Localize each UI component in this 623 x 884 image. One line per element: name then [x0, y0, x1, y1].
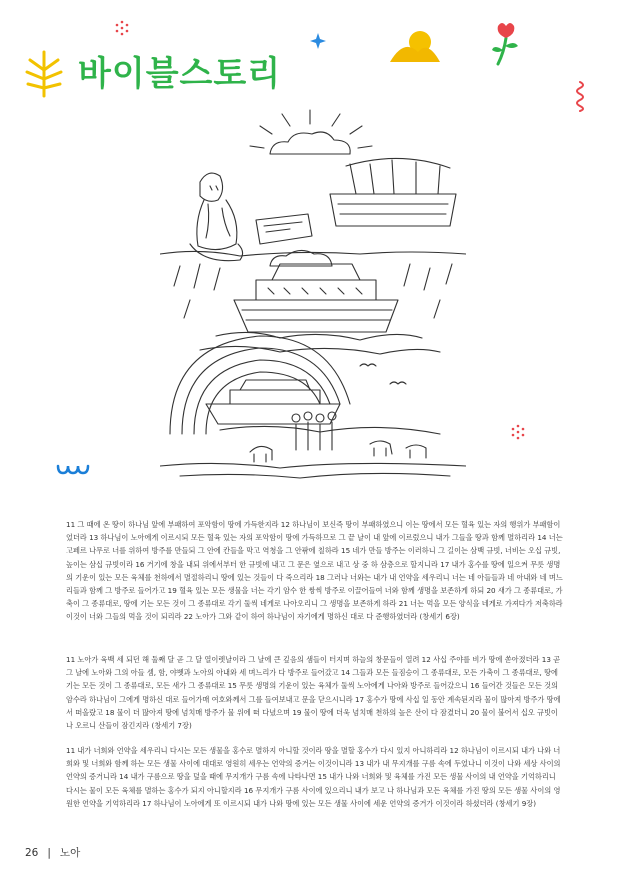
- scripture-paragraph-genesis-7: 11 노아가 육백 세 되던 해 둘째 달 곧 그 달 열이렛날이라 그 날에 큰 깊음의 샘들이 터지며 하늘의 창문들이 열려 12 사십 주야를 비가 땅에 쏟아졌더라 13 곧 그 날에 노아와 그의 아들 셈, 함, 야벳과 노아의 아내와 세 며느리가 다 방주로 들어갔고 14 그들과 모든 들짐승이 그 종류대로, 모든 가축이 그 종류대로, 땅에 기는 모든 것이 그 종류대로, 모든 새가 그 종류대로 15 무릇 생명의 기운이 있는 육체가 둘씩 노아에게 나아와 방주로 들어갔으니 16 들어간 것들은 모든 것의 암수라 하나님이 그에게 명하신 대로 들어가매 여호와께서 그를 들여보내고 문을 닫으시니라 17 홍수가 땅에 사십 일 동안 계속된지라 물이 많아져 방주가 땅에서 떠올랐고 18 물이 더 많아져 땅에 넘치매 방주가 물 위에 떠 다녔으며 19 물이 땅에 더욱 넘치매 천하의 높은 산이 다 잠겼더니 20 물이 불어서 십오 규빗이나 오르니 산들이 잠긴지라 (창세기 7장): [66, 655, 561, 731]
- page-title: 바이블스토리: [78, 54, 282, 94]
- page-footer: [25, 845, 80, 860]
- swirl-icon: [572, 80, 588, 112]
- section-name: 노아: [59, 847, 81, 859]
- dots-icon: [510, 424, 526, 440]
- noah-ark-illustration: [160, 104, 466, 484]
- page-number: 26: [25, 847, 39, 859]
- wave-icon: [56, 460, 92, 476]
- star-sparkle-icon: [310, 33, 326, 49]
- footer-separator: |: [47, 847, 51, 859]
- leaf-icon: [22, 46, 66, 98]
- flower-icon: [488, 20, 524, 66]
- scripture-paragraph-genesis-6: 11 그 때에 온 땅이 하나님 앞에 부패하여 포악함이 땅에 가득한지라 12 하나님이 보신즉 땅이 부패하였으니 이는 땅에서 모든 혈육 있는 자의 행위가 부패함이었더라 13 하나님이 노아에게 이르시되 모든 혈육 있는 자의 포악함이 땅에 가득하므로 그 끝 날이 내 앞에 이르렀으니 내가 그들을 땅과 함께 멸하리라 14 너는 고페르 나무로 너를 위하여 방주를 만들되 그 안에 칸들을 막고 역청을 그 안팎에 칠하라 15 네가 만들 방주는 이러하니 그 길이는 삼백 규빗, 너비는 오십 규빗, 높이는 삼십 규빗이라 16 거기에 창을 내되 위에서부터 한 규빗에 내고 그 문은 옆으로 내고 상 중 하 삼층으로 할지니라 17 내가 홍수를 땅에 일으켜 무릇 생명의 기운이 있는 모든 육체를 천하에서 멸절하리니 땅에 있는 것들이 다 죽으리라 18 그러나 너와는 내가 내 언약을 세우리니 너는 네 아들들과 네 아내와 네 며느리들과 함께 그 방주로 들어가고 19 혈육 있는 모든 생물을 너는 각기 암수 한 쌍씩 방주로 이끌어들여 너와 함께 생명을 보존하게 하되 20 새가 그 종류대로, 가축이 그 종류대로, 땅에 기는 모든 것이 그 종류대로 각기 둘씩 네게로 나아오리니 그 생명을 보존하게 하라 21 너는 먹을 모든 양식을 네게로 가져다가 저축하라 이것이 너와 그들의 먹을 것이 되리라 22 노아가 그와 같이 하여 하나님이 자기에게 명하신 대로 다 준행하였더라 (창세기 6장): [66, 520, 563, 622]
- sun-hill-icon: [390, 28, 442, 64]
- dots-icon: [114, 20, 130, 36]
- scripture-paragraph-genesis-9: 11 내가 너희와 언약을 세우리니 다시는 모든 생물을 홍수로 멸하지 아니할 것이라 땅을 멸할 홍수가 다시 있지 아니하리라 12 하나님이 이르시되 내가 나와 너희와 및 너희와 함께 하는 모든 생물 사이에 대대로 영원히 세우는 언약의 증거는 이것이니라 13 내가 내 무지개를 구름 속에 두었나니 이것이 나와 세상 사이의 언약의 증거니라 14 내가 구름으로 땅을 덮을 때에 무지개가 구름 속에 나타나면 15 내가 나와 너희와 및 육체를 가진 모든 생물 사이의 내 언약을 기억하리니 다시는 물이 모든 육체를 멸하는 홍수가 되지 아니할지라 16 무지개가 구름 사이에 있으리니 내가 보고 나 하나님과 모든 육체를 가진 땅의 모든 생물 사이의 영원한 언약을 기억하리라 17 하나님이 노아에게 또 이르시되 내가 나와 땅에 있는 모든 생물 사이에 세운 언약의 증거가 이것이라 하셨더라 (창세기 9장): [66, 746, 561, 808]
